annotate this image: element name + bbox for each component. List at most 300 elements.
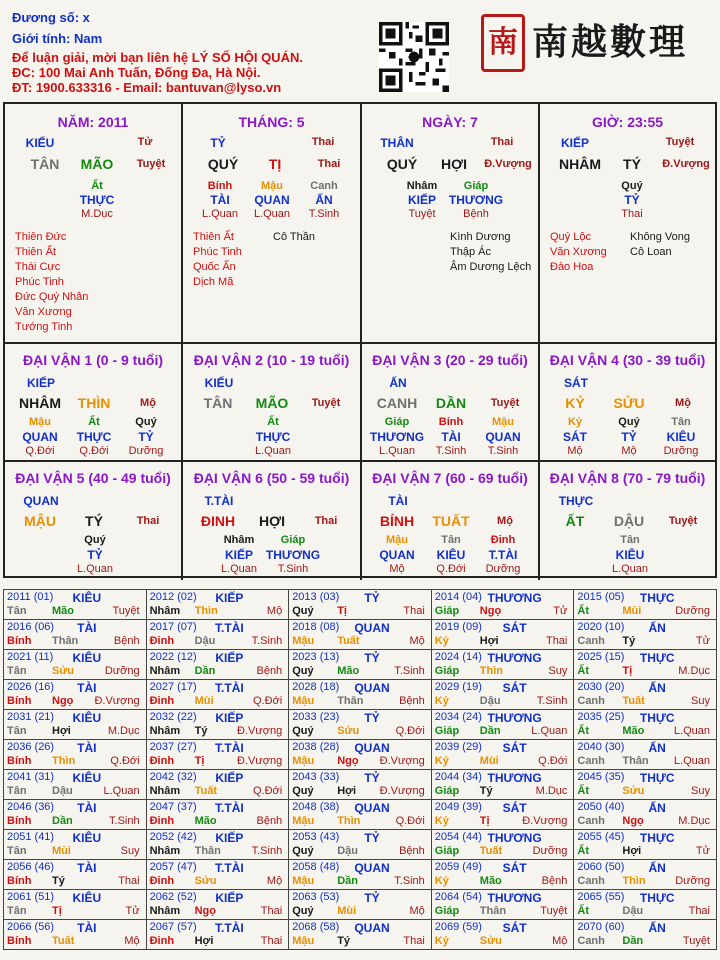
year-ten-god: ẤN: [648, 861, 666, 875]
hidden-state: Dưỡng: [485, 563, 521, 575]
year-state: M.Dục: [107, 725, 140, 737]
year-ten-god: KIẾP: [215, 831, 244, 845]
year-ten-god: TỶ: [364, 831, 380, 845]
year-cell[interactable]: [431, 860, 574, 890]
year-state: Thai: [403, 605, 425, 617]
year-stem: Giáp: [434, 785, 460, 797]
year-state: Thai: [118, 875, 140, 887]
year-stem: Giáp: [434, 845, 460, 857]
hidden-stem: Ất: [267, 416, 279, 428]
dai-van-ten-god: THỰC: [558, 494, 594, 508]
year-stem: Quý: [292, 665, 314, 677]
year-cell[interactable]: [574, 860, 717, 890]
year-cell[interactable]: [4, 920, 147, 950]
year-state: Suy: [548, 665, 568, 677]
pillar-title: NĂM: 2011: [57, 114, 129, 130]
year-cell[interactable]: [289, 860, 432, 890]
year-label: 2042 (32): [149, 771, 197, 783]
year-state: Q.Đới: [395, 815, 425, 827]
year-ten-god: KIÊU: [72, 651, 102, 665]
year-stem: Kỷ: [434, 755, 449, 767]
year-label: 2068 (58): [292, 921, 340, 933]
year-branch: Tý: [337, 935, 351, 947]
dai-van-title: ĐẠI VẬN 1 (0 - 9 tuổi): [22, 352, 163, 368]
year-branch: Mão: [194, 815, 217, 827]
star-item: Văn Xương: [550, 246, 607, 258]
owner-label: Đương số:: [12, 10, 80, 25]
hidden-state: Mộ: [567, 445, 583, 457]
year-ten-god: QUAN: [354, 861, 390, 875]
hidden-ten-god: TÀI: [210, 193, 230, 207]
dai-van-state: Mộ: [497, 515, 513, 527]
year-cell[interactable]: [574, 770, 717, 800]
year-cell[interactable]: [574, 620, 717, 650]
year-label: 2045 (35): [577, 771, 625, 783]
year-cell[interactable]: [431, 680, 574, 710]
hidden-stem: Đinh: [490, 534, 516, 546]
year-label: 2055 (45): [577, 831, 625, 843]
year-stem: Nhâm: [149, 905, 181, 917]
dai-van-cell[interactable]: [183, 462, 362, 580]
star-item: Cô Loan: [630, 246, 672, 258]
year-stem: Mậu: [292, 635, 315, 647]
year-state: Q.Đới: [252, 695, 283, 707]
year-state: Dưỡng: [104, 665, 140, 677]
owner-line: [12, 10, 90, 25]
year-cell[interactable]: [289, 740, 432, 770]
year-cell[interactable]: [4, 830, 147, 860]
year-cell[interactable]: [4, 620, 147, 650]
hidden-ten-god: QUAN: [485, 430, 521, 444]
year-cell[interactable]: [289, 710, 432, 740]
pillar-stem: TÂN: [30, 156, 60, 172]
dai-van-cell[interactable]: [540, 344, 715, 462]
year-branch: Dần: [52, 815, 73, 827]
year-stem: Tân: [7, 605, 27, 617]
year-cell[interactable]: [146, 800, 289, 830]
year-branch: Sửu: [337, 725, 360, 737]
year-state: L.Quan: [673, 755, 710, 767]
year-cell[interactable]: [4, 590, 147, 620]
year-stem: Đinh: [149, 755, 175, 767]
hidden-ten-god: KIÊU: [615, 548, 645, 562]
year-stem: Ất: [577, 785, 589, 797]
year-state: Thai: [545, 635, 568, 647]
dai-van-cell[interactable]: [5, 462, 183, 580]
year-cell[interactable]: [4, 710, 147, 740]
hidden-state: L.Quan: [254, 445, 292, 457]
year-stem: Bính: [7, 935, 32, 947]
dai-van-branch: DẦN: [435, 395, 467, 411]
year-ten-god: THỰC: [639, 591, 675, 605]
year-label: 2023 (13): [292, 651, 340, 663]
year-state: Mộ: [409, 905, 425, 917]
hidden-state: L.Quan: [611, 563, 649, 575]
year-cell[interactable]: [289, 770, 432, 800]
star-item: Quý Lộc: [550, 231, 591, 243]
pillar-ten-god: KIẾP: [560, 136, 589, 150]
year-branch: Tuất: [622, 695, 645, 707]
year-branch: Sửu: [52, 665, 75, 677]
star-item: Văn Xương: [15, 306, 72, 318]
pillar-branch: HỢI: [441, 156, 467, 172]
year-cell[interactable]: [289, 830, 432, 860]
year-branch: Sửu: [194, 875, 217, 887]
year-stem: Quý: [292, 845, 314, 857]
year-cell[interactable]: [431, 710, 574, 740]
year-state: L.Quan: [673, 725, 710, 737]
year-cell[interactable]: [4, 740, 147, 770]
year-ten-god: QUAN: [354, 741, 390, 755]
year-ten-god: ẤN: [648, 921, 666, 935]
year-cell[interactable]: [431, 590, 574, 620]
hidden-stem: Bính: [207, 180, 233, 192]
year-stem: Canh: [577, 635, 605, 647]
year-state: Thai: [688, 905, 710, 917]
year-cell[interactable]: [4, 680, 147, 710]
hidden-stem: Mậu: [386, 534, 408, 546]
year-cell[interactable]: [146, 650, 289, 680]
year-cell[interactable]: [146, 710, 289, 740]
year-ten-god: TÀI: [77, 921, 97, 935]
year-cell[interactable]: [146, 920, 289, 950]
year-branch: Thìn: [337, 815, 361, 827]
year-branch: Mão: [52, 605, 74, 617]
year-state: Đ.Vượng: [94, 695, 140, 707]
year-label: 2036 (26): [7, 741, 55, 753]
hidden-ten-god: KIẾP: [224, 548, 253, 562]
year-ten-god: TỶ: [364, 771, 380, 785]
dai-van-ten-god: QUAN: [23, 494, 59, 508]
dai-van-branch: TUẤT: [432, 513, 470, 529]
year-row: [4, 740, 717, 770]
year-cell[interactable]: [4, 890, 147, 920]
year-row: [4, 890, 717, 920]
year-label: 2069 (59): [434, 921, 482, 933]
year-ten-god: SÁT: [502, 681, 527, 695]
bazi-chart-grid: [3, 102, 717, 578]
year-state: Q.Đới: [252, 785, 283, 797]
year-branch: Tị: [52, 905, 62, 917]
year-ten-god: ẤN: [648, 741, 666, 755]
year-stem: Tân: [7, 785, 27, 797]
year-ten-god: TÀI: [77, 741, 97, 755]
year-branch: Thìn: [194, 605, 218, 617]
year-state: Thai: [260, 905, 283, 917]
dai-van-cell[interactable]: [183, 344, 362, 462]
year-cell[interactable]: [4, 770, 147, 800]
year-label: 2060 (50): [577, 861, 625, 873]
dai-van-branch: HỢI: [259, 513, 285, 529]
contact-phone-email[interactable]: ĐT: 1900.633316 - Email: bantuvan@lyso.vn: [12, 80, 282, 95]
year-state: Dưỡng: [675, 605, 710, 617]
year-cell[interactable]: [431, 800, 574, 830]
year-branch: Tý: [194, 725, 208, 737]
year-state: Thai: [260, 935, 283, 947]
year-row: [4, 710, 717, 740]
year-cell[interactable]: [431, 620, 574, 650]
year-state: Bệnh: [541, 875, 568, 887]
star-item: Kình Dương: [450, 231, 511, 243]
year-cell[interactable]: [289, 680, 432, 710]
year-cell[interactable]: [574, 740, 717, 770]
year-label: 2057 (47): [149, 861, 197, 873]
hidden-ten-god: SÁT: [563, 430, 587, 444]
year-stem: Canh: [577, 875, 605, 887]
year-branch: Dậu: [194, 635, 216, 647]
year-state: Mộ: [266, 875, 283, 887]
year-cell[interactable]: [146, 680, 289, 710]
year-ten-god: T.TÀI: [215, 621, 244, 635]
year-branch: Ngọ: [479, 605, 502, 617]
year-cell[interactable]: [146, 620, 289, 650]
pillar-top-state: Tử: [137, 136, 153, 148]
year-branch: Dần: [337, 875, 358, 887]
year-cell[interactable]: [146, 890, 289, 920]
year-cell[interactable]: [146, 590, 289, 620]
hidden-ten-god: T.TÀI: [488, 548, 518, 562]
pillar-stem: QUÝ: [386, 156, 418, 172]
year-stem: Mậu: [292, 755, 315, 767]
year-state: Đ.Vượng: [379, 755, 425, 767]
dai-van-state: Mộ: [675, 397, 691, 409]
year-stem: Tân: [7, 725, 27, 737]
year-cell[interactable]: [431, 920, 574, 950]
year-row: [4, 920, 717, 950]
year-branch: Tuất: [337, 635, 360, 647]
hidden-stem: Bính: [438, 416, 464, 428]
year-stem: Mậu: [292, 875, 315, 887]
year-cell[interactable]: [574, 710, 717, 740]
year-cell[interactable]: [289, 800, 432, 830]
dai-van-cell[interactable]: [5, 344, 183, 462]
year-branch: Mão: [337, 665, 360, 677]
hidden-ten-god: TÀI: [441, 430, 461, 444]
brand-seal-icon: 南: [481, 14, 525, 72]
dai-van-stem: BÍNH: [379, 513, 415, 529]
year-stem: Đinh: [149, 635, 175, 647]
year-row: [4, 680, 717, 710]
hidden-ten-god: KIÊU: [666, 430, 696, 444]
year-ten-god: SÁT: [502, 741, 527, 755]
year-branch: Dậu: [622, 905, 644, 917]
year-cell[interactable]: [574, 680, 717, 710]
hidden-state: Q.Đới: [79, 445, 109, 457]
year-cell[interactable]: [431, 770, 574, 800]
year-branch: Mão: [479, 875, 502, 887]
year-ten-god: ẤN: [648, 801, 666, 815]
year-stem: Nhâm: [149, 785, 181, 797]
hidden-ten-god: QUAN: [22, 430, 58, 444]
year-branch: Tuất: [52, 935, 75, 947]
year-stem: Quý: [292, 605, 314, 617]
year-row: [4, 620, 717, 650]
year-ten-god: T.TÀI: [215, 741, 244, 755]
contact-invite: Để luận giải, mời bạn liên hệ LÝ SỐ HỘI QUÁN.: [12, 50, 303, 65]
year-state: Tử: [695, 635, 710, 647]
year-ten-god: T.TÀI: [215, 801, 244, 815]
gender-line: [12, 31, 102, 46]
year-cell[interactable]: [431, 650, 574, 680]
dai-van-ten-god: ẤN: [389, 376, 407, 390]
year-branch: Thìn: [52, 755, 76, 767]
year-branch: Tị: [194, 755, 205, 767]
star-item: Cô Thần: [273, 231, 315, 243]
year-stem: Mậu: [292, 695, 315, 707]
year-state: T.Sinh: [394, 875, 425, 887]
star-item: Tướng Tinh: [15, 321, 73, 333]
star-item: Thái Cực: [15, 261, 61, 273]
year-state: Bệnh: [113, 635, 140, 647]
year-cell[interactable]: [574, 920, 717, 950]
dai-van-cell[interactable]: [362, 344, 540, 462]
inauspicious-stars: [630, 230, 690, 260]
year-cell[interactable]: [146, 770, 289, 800]
year-stem: Kỷ: [434, 635, 449, 647]
year-cell[interactable]: [574, 800, 717, 830]
year-cell[interactable]: [4, 860, 147, 890]
hidden-state: L.Quan: [378, 445, 416, 457]
dai-van-cell[interactable]: [540, 462, 715, 580]
year-cell[interactable]: [4, 800, 147, 830]
star-item: Thiên Ất: [15, 246, 56, 258]
year-branch: Thìn: [622, 875, 646, 887]
year-cell[interactable]: [574, 590, 717, 620]
dai-van-state: Mộ: [140, 397, 156, 409]
dai-van-title: ĐẠI VẬN 6 (50 - 59 tuổi): [193, 470, 350, 486]
year-branch: Thân: [337, 695, 364, 707]
year-branch: Dần: [622, 935, 644, 947]
year-stem: Canh: [577, 815, 605, 827]
year-ten-god: TÀI: [77, 681, 97, 695]
year-label: 2034 (24): [434, 711, 482, 723]
year-state: Suy: [120, 845, 140, 857]
year-branch: Dần: [479, 725, 501, 737]
hidden-stem: Mậu: [261, 180, 283, 192]
year-state: Bệnh: [399, 845, 425, 857]
year-cell[interactable]: [146, 740, 289, 770]
hidden-ten-god: THỰC: [76, 430, 112, 444]
year-branch: Tuất: [479, 845, 503, 857]
hidden-stem: Ất: [91, 180, 103, 192]
dai-van-title: ĐẠI VẬN 4 (30 - 39 tuổi): [549, 352, 706, 368]
year-ten-god: ẤN: [648, 621, 666, 635]
hidden-stem: Mậu: [492, 416, 514, 428]
year-stem: Giáp: [434, 905, 460, 917]
dai-van-state: Tuyệt: [311, 397, 341, 409]
qr-code-icon[interactable]: [379, 22, 449, 92]
dai-van-ten-god: T.TÀI: [204, 494, 234, 508]
year-cell[interactable]: [289, 590, 432, 620]
hidden-ten-god: QUAN: [379, 548, 415, 562]
year-cell[interactable]: [146, 860, 289, 890]
year-state: L.Quan: [103, 785, 140, 797]
year-row: [4, 590, 717, 620]
hidden-stem: Quý: [84, 534, 106, 546]
hidden-state: L.Quan: [220, 563, 258, 575]
year-label: 2067 (57): [149, 921, 197, 933]
year-branch: Thân: [622, 755, 649, 767]
year-cell[interactable]: [574, 890, 717, 920]
dai-van-title: ĐẠI VẬN 2 (10 - 19 tuổi): [193, 352, 350, 368]
dai-van-cell[interactable]: [362, 462, 540, 580]
star-item: Phúc Tinh: [193, 246, 242, 258]
hidden-ten-god: THỰC: [255, 430, 291, 444]
year-stem: Kỷ: [434, 695, 449, 707]
year-stem: Giáp: [434, 605, 460, 617]
year-cell[interactable]: [289, 650, 432, 680]
year-state: T.Sinh: [109, 815, 140, 827]
year-ten-god: KIÊU: [72, 771, 102, 785]
year-state: M.Dục: [678, 665, 710, 677]
year-state: Bệnh: [256, 815, 283, 827]
year-ten-god: TỶ: [364, 891, 380, 905]
dai-van-branch: SỬU: [613, 395, 645, 411]
star-item: Quốc Ấn: [193, 261, 236, 273]
year-label: 2040 (30): [577, 741, 625, 753]
year-branch: Tị: [479, 815, 490, 827]
year-cell[interactable]: [4, 650, 147, 680]
year-stem: Kỷ: [434, 815, 449, 827]
year-cell[interactable]: [146, 830, 289, 860]
pillar-branch: TỊ: [268, 156, 282, 172]
hidden-stem: Nhâm: [223, 534, 255, 546]
pillar-title: NGÀY: 7: [422, 114, 478, 130]
year-label: 2043 (33): [292, 771, 340, 783]
year-label: 2047 (37): [149, 801, 197, 813]
year-label: 2062 (52): [149, 891, 197, 903]
year-ten-god: SÁT: [502, 861, 527, 875]
dai-van-title: ĐẠI VẬN 5 (40 - 49 tuổi): [15, 470, 171, 486]
pillar-branch-state: Đ.Vượng: [484, 158, 532, 170]
hidden-state: Q.Đới: [436, 563, 466, 575]
year-state: Tử: [125, 905, 140, 917]
year-branch: Tuất: [194, 785, 217, 797]
year-label: 2039 (29): [434, 741, 482, 753]
year-branch: Dậu: [52, 785, 73, 797]
year-cell[interactable]: [289, 920, 432, 950]
year-cell[interactable]: [431, 830, 574, 860]
year-ten-god: T.TÀI: [215, 861, 244, 875]
year-cell[interactable]: [574, 830, 717, 860]
year-cell[interactable]: [431, 890, 574, 920]
hidden-state: Mộ: [389, 563, 405, 575]
year-label: 2031 (21): [7, 711, 55, 723]
year-state: M.Dục: [678, 815, 710, 827]
dai-van-title: ĐẠI VẬN 8 (70 - 79 tuổi): [549, 470, 706, 486]
year-cell[interactable]: [289, 620, 432, 650]
year-cell[interactable]: [289, 890, 432, 920]
year-stem: Giáp: [434, 725, 460, 737]
year-state: Bệnh: [256, 665, 283, 677]
hidden-ten-god: TỶ: [87, 548, 103, 562]
hidden-ten-god: TỶ: [138, 430, 154, 444]
year-state: Đ.Vượng: [522, 815, 568, 827]
year-row: [4, 830, 717, 860]
year-stem: Bính: [7, 815, 32, 827]
year-state: Dưỡng: [675, 875, 710, 887]
hidden-stem: Tân: [671, 416, 691, 428]
pillar-branch-state: Đ.Vượng: [662, 158, 710, 170]
year-cell[interactable]: [431, 740, 574, 770]
year-stem: Quý: [292, 725, 314, 737]
year-cell[interactable]: [574, 650, 717, 680]
hidden-state: T.Sinh: [487, 445, 519, 457]
year-ten-god: THỰC: [639, 831, 675, 845]
year-state: Tuyệt: [112, 605, 140, 617]
hidden-state: Dưỡng: [128, 445, 164, 457]
contact-address: ĐC: 100 Mai Anh Tuấn, Đống Đa, Hà Nội.: [12, 65, 261, 80]
